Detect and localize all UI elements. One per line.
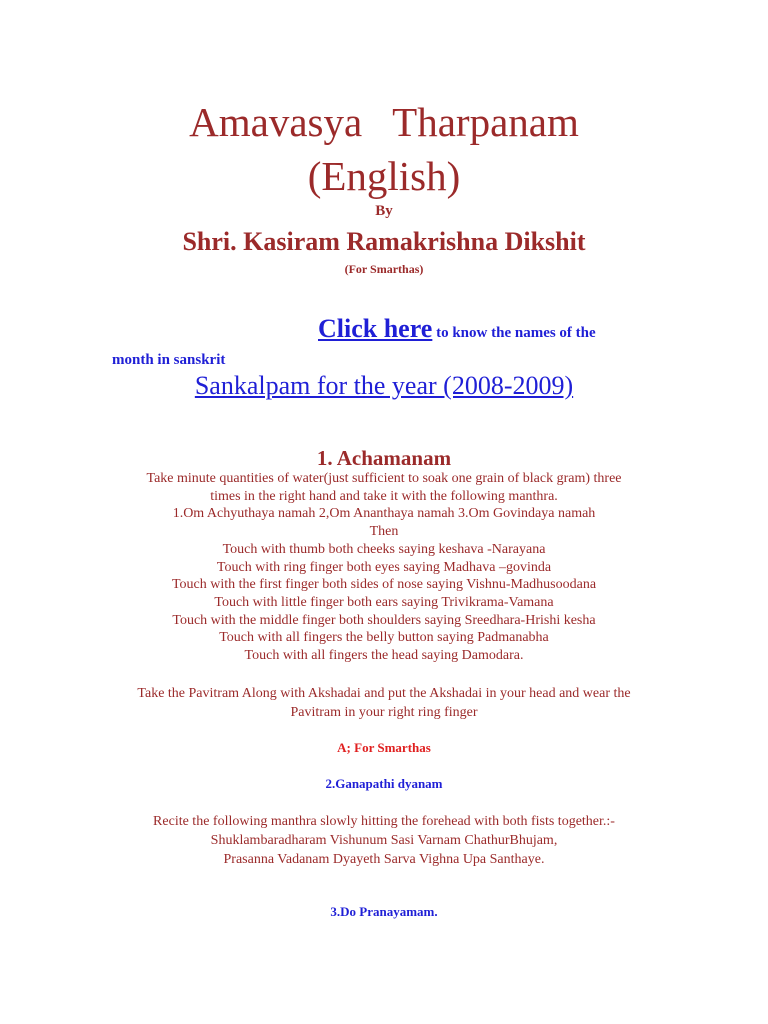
section2-body [0,812,768,869]
document-title-line1: Amavasya Tharpanam [189,99,579,145]
document-title-line2: (English) [307,153,461,199]
click-here-rest-text: to know the names of the [432,325,596,341]
author-name: Shri. Kasiram Ramakrishna Dikshit [182,227,586,256]
section1-body [0,470,768,665]
section1-line: Then [369,524,399,540]
click-here-link[interactable]: Click here [318,314,433,343]
section2-line: Recite the following manthra slowly hitting the forehead with both fists together.:- [153,814,615,829]
pavitram-line: Pavitram in your right ring finger [290,705,478,720]
section2-line: Prasanna Vadanam Dyayeth Sarva Vighna Upa Santhaye. [223,852,545,867]
section1-line: Touch with ring finger both eyes saying Madhava –govinda [216,559,552,575]
section1-line: Touch with thumb both cheeks saying keshava -Narayana [222,541,546,557]
section1-line: Take minute quantities of water(just sufficient to soak one grain of black gram) three [146,471,622,486]
pavitram-paragraph [0,684,768,722]
section1-line: Touch with all fingers the head saying Damodara. [244,648,524,664]
click-here-line [318,314,596,344]
pavitram-line: Take the Pavitram Along with Akshadai and put the Akshadai in your head and wear the [137,686,631,701]
section3-heading: 3.Do Pranayamam. [330,904,438,919]
section2-line: Shuklambaradharam Vishunum Sasi Varnam ChathurBhujam, [210,833,558,848]
section1-line: times in the right hand and take it with the following manthra. [210,488,558,504]
for-smarthas-note: (For Smarthas) [344,262,424,276]
section1-heading: 1. Achamanam [316,446,452,470]
by-label: By [375,203,393,219]
sankalpam-link[interactable]: Sankalpam for the year (2008-2009) [194,371,574,400]
section2-heading: 2.Ganapathi dyanam [325,776,443,791]
section1-line: Touch with all fingers the belly button saying Padmanabha [219,630,549,646]
section-a-heading: A; For Smarthas [337,740,431,755]
section1-line: 1.Om Achyuthaya namah 2,Om Ananthaya namah 3.Om Govindaya namah [172,506,596,522]
click-here-continuation: month in sanskrit [112,352,226,368]
section1-line: Touch with the first finger both sides of nose saying Vishnu-Madhusoodana [171,577,597,593]
section1-line: Touch with the middle finger both shoulders saying Sreedhara-Hrishi kesha [172,612,596,628]
section1-line: Touch with little finger both ears saying Trivikrama-Vamana [214,594,554,610]
